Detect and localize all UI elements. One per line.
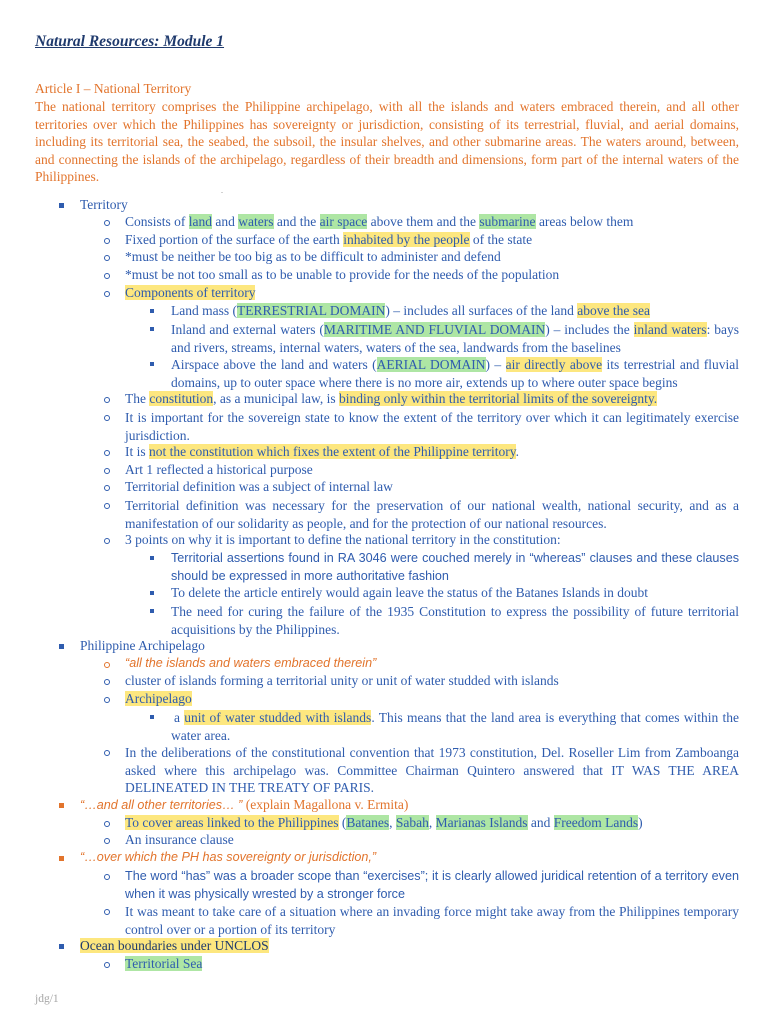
page-footer: jdg/1 <box>35 993 59 1005</box>
bullet-square <box>59 644 64 649</box>
bullet-circle <box>104 503 110 509</box>
bullet-square <box>59 944 64 949</box>
list-item-subject: Territorial definition was a subject of internal law <box>125 479 393 494</box>
list-item-territorial-sea: Territorial Sea <box>125 956 203 971</box>
list-item-components: Components of territory <box>125 285 256 300</box>
bullet-circle <box>104 874 110 880</box>
list-item-inland: Inland and external waters (MARITIME AND FLUVIAL DOMAIN) – includes the inland waters: bays and rivers, streams, internal waters, waters of the sea, landwards from the baselines <box>171 322 739 355</box>
list-item-itis: It is not the constitution which fixes the extent of the Philippine territory. <box>125 444 519 459</box>
bullet-circle <box>104 662 110 668</box>
bullet-circle <box>104 697 110 703</box>
sovereignty-heading: “…over which the PH has sovereignty or jurisdiction,” <box>80 850 377 864</box>
list-item-deliberations: In the deliberations of the constitutional convention that 1973 constitution, Del. Roseller Lim from Zamboanga asked where this archipelago was. Committee Chairman Quintero answered that IT WAS THE AREA DELINEATED IN THE TREATY OF PARIS. <box>125 745 739 796</box>
bullet-small-square <box>150 362 154 366</box>
list-item-art1: Art 1 reflected a historical purpose <box>125 462 313 477</box>
bullet-circle <box>104 485 110 491</box>
list-item-must1: *must be neither be too big as to be difficult to administer and defend <box>125 249 501 264</box>
bullet-small-square <box>150 715 154 719</box>
list-item-assertions: Territorial assertions found in RA 3046 were couched merely in “whereas” clauses and these clauses should be expressed in more authoritative fashion <box>171 551 739 583</box>
list-item-unit: a unit of water studded with islands. This means that the land area is everything that comes within the water area. <box>171 710 739 743</box>
list-item-points: 3 points on why it is important to define the national territory in the constitution: <box>125 532 561 547</box>
bullet-circle <box>104 397 110 403</box>
archipelago-label: Philippine Archipelago <box>80 638 205 653</box>
list-item-constitution: The constitution, as a municipal law, is binding only within the territorial limits of the sovereignty. <box>125 391 658 406</box>
list-item-consists: Consists of land and waters and the air space above them and the submarine areas below them <box>125 214 634 229</box>
bullet-circle <box>104 255 110 261</box>
bullet-circle <box>104 273 110 279</box>
bullet-small-square <box>150 591 154 595</box>
other-territories-heading: “…and all other territories… ” (explain Magallona v. Ermita) <box>80 797 409 812</box>
bullet-small-square <box>150 309 154 313</box>
stray-mark: . <box>221 186 223 195</box>
bullet-circle <box>104 838 110 844</box>
bullet-circle <box>104 415 110 421</box>
bullet-circle <box>104 962 110 968</box>
bullet-circle <box>104 450 110 456</box>
bullet-circle <box>104 468 110 474</box>
list-item-cluster: cluster of islands forming a territorial unity or unit of water studded with islands <box>125 673 559 688</box>
list-item-delete: To delete the article entirely would again leave the status of the Batanes Islands in doubt <box>171 585 649 600</box>
bullet-square <box>59 203 64 208</box>
bullet-circle <box>104 538 110 544</box>
bullet-small-square <box>150 327 154 331</box>
list-item-meant: It was meant to take care of a situation where an invading force might take away from the Philippines temporary control over or a portion of its territory <box>125 904 739 937</box>
list-item-has: The word “has” was a broader scope than “exercises”; it is clearly allowed juridical retention of a territory even when it was physically wrested by a stronger force <box>125 869 739 901</box>
bullet-small-square <box>150 609 154 613</box>
list-item-quote: “all the islands and waters embraced therein” <box>125 656 377 670</box>
list-item-archipelago: Archipelago <box>125 691 192 706</box>
list-item-insurance: An insurance clause <box>125 832 234 847</box>
bullet-square <box>59 856 64 861</box>
bullet-small-square <box>150 556 154 560</box>
page-title: Natural Resources: Module 1 <box>35 33 225 50</box>
list-item-cover: To cover areas linked to the Philippines (Batanes, Sabah, Marianas Islands and Freedom Lands) <box>125 815 643 830</box>
list-item-landmass: Land mass (TERRESTRIAL DOMAIN) – includes all surfaces of the land above the sea <box>171 303 651 318</box>
bullet-circle <box>104 750 110 756</box>
list-item-need: The need for curing the failure of the 1935 Constitution to express the possibility of future territorial acquisitions by the Philippines. <box>171 604 739 637</box>
territory-label: Territory <box>80 197 128 212</box>
bullet-circle <box>104 220 110 226</box>
list-item-important: It is important for the sovereign state to know the extent of the territory over which it can legitimately exercise jurisdiction. <box>125 410 739 443</box>
ocean-heading: Ocean boundaries under UNCLOS <box>80 938 269 953</box>
article-heading: Article I – National Territory <box>35 81 192 96</box>
bullet-square <box>59 803 64 808</box>
article-body: The national territory comprises the Philippine archipelago, with all the islands and waters embraced therein, and all other territories over which the Philippines has sovereignty or jurisdiction, consisting of its terrestrial, fluvial, and aerial domains, including its territorial sea, the seabed, the subsoil, the insular shelves, and other submarine areas. The waters around, between, and connecting the islands of the archipelago, regardless of their breadth and dimensions, form part of the internal waters of the Philippines. <box>35 99 739 185</box>
list-item-fixed: Fixed portion of the surface of the earth inhabited by the people of the state <box>125 232 533 247</box>
list-item-necessary: Territorial definition was necessary for the preservation of our national wealth, national security, and as a manifestation of our solidarity as people, and for the protection of our national resources. <box>125 498 739 531</box>
bullet-circle <box>104 238 110 244</box>
list-item-airspace: Airspace above the land and waters (AERIAL DOMAIN) – air directly above its terrestrial and fluvial domains, up to outer space where there is no more air, extends up to where outer space begins <box>171 357 739 390</box>
bullet-circle <box>104 291 110 297</box>
bullet-circle <box>104 909 110 915</box>
bullet-circle <box>104 679 110 685</box>
bullet-circle <box>104 821 110 827</box>
list-item-must2: *must be not too small as to be unable to provide for the needs of the population <box>125 267 560 282</box>
